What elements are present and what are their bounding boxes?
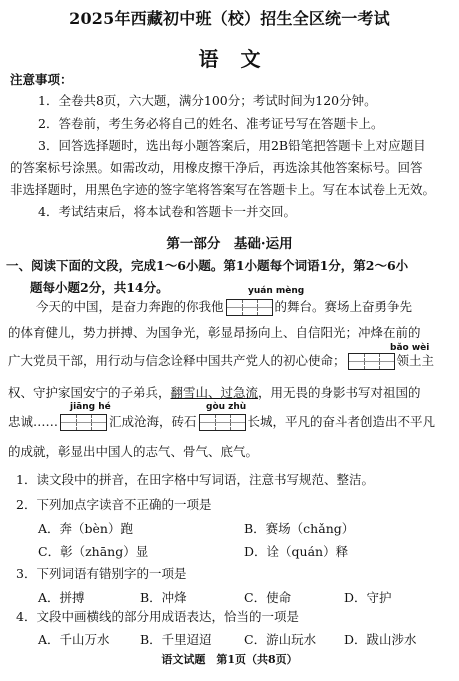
q2-option-a[interactable]: A．奔（bèn）跑 [38,521,133,536]
notice-item-3-cont-2: 非选择题时，用黑色字迹的签字笔将答案写在答题卡上。写在本试卷上无效。 [10,182,436,197]
pinyin-1: yuán mèng [248,286,305,296]
page-footer: 语文试题 第1页（共8页） [161,653,298,666]
passage-text: 今天的中国，是奋力奔跑的你我他 [36,299,224,314]
passage-line-4 [8,385,421,401]
passage-text: 广大党员干部，用行动与信念诠释中国共产党人的初心使命； [8,353,346,368]
pinyin-3: jiāng hé [70,402,111,412]
question-2-stem: 2．下列加点字读音不正确的一项是 [16,497,212,512]
passage-text: 汇成沧海，砖石 [109,414,197,429]
q3-option-c[interactable]: C．使命 [244,590,292,605]
exam-title: 2025年西藏初中班（校）招生全区统一考试 [69,9,390,28]
section-heading-1: 一、阅读下面的文段，完成1～6小题。第1小题每个词语1分，第2～6小 [6,258,409,273]
passage-line-3 [8,353,434,370]
q2-option-b[interactable]: B．赛场（chǎng） [244,521,355,536]
q2-option-c[interactable]: C．彰（zhāng）显 [38,544,149,559]
tianzige-grid-2[interactable] [348,353,395,370]
q4-option-c[interactable]: C．游山玩水 [244,632,317,647]
passage-text: ，用无畏的身影书写对祖国的 [258,385,421,400]
q4-option-a[interactable]: A．千山万水 [38,632,110,647]
notice-item-1: 1．全卷共8页，六大题，满分100分；考试时间为120分钟。 [38,93,377,108]
passage-line-1 [36,299,412,316]
passage-line-6: 的成就，彰显出中国人的志气、骨气、底气。 [8,444,259,459]
q4-option-b[interactable]: B．千里迢迢 [140,632,212,647]
question-1-stem: 1．读文段中的拼音，在田字格中写词语，注意书写规范、整洁。 [16,472,374,487]
q3-option-d[interactable]: D．守护 [344,590,392,605]
notice-item-2: 2．答卷前，考生务必将自己的姓名、准考证号写在答题卡上。 [38,116,384,131]
passage-text: 的舞台。赛场上奋勇争先 [274,299,413,314]
q4-option-d[interactable]: D．跋山涉水 [344,632,417,647]
subject-title: 语文 [198,47,283,71]
tianzige-grid-4[interactable] [199,414,246,431]
q3-option-a[interactable]: A．拼搏 [38,590,85,605]
part-title: 第一部分 基础·运用 [166,236,293,252]
pinyin-4: gòu zhù [206,402,247,412]
notice-heading: 注意事项： [10,72,73,87]
notice-item-3-cont-1: 的答案标号涂黑。如需改动，用橡皮擦干净后，再选涂其他答案标号。回答 [10,160,423,175]
passage-line-5 [8,414,435,431]
notice-item-3: 3．回答选择题时，选出每小题答案后，用2B铅笔把答题卡上对应题目 [38,138,426,153]
question-3-stem: 3．下列词语有错别字的一项是 [16,566,187,581]
notice-item-4: 4．考试结束后，将本试卷和答题卡一并交回。 [38,204,296,219]
tianzige-grid-3[interactable] [60,414,107,431]
passage-text: 领土主 [396,353,435,368]
passage-line-2: 的体育健儿，势力拼搏、为国争光，彰显昂扬向上、自信阳光；冲烽在前的 [8,325,421,340]
passage-text: 权、守护家国安宁的子弟兵， [8,385,171,400]
passage-text: 忠诚…… [8,414,59,429]
tianzige-grid-1[interactable] [226,299,273,316]
pinyin-2: bǎo wèi [390,343,430,353]
q2-option-d[interactable]: D．诠（quán）释 [244,544,349,559]
passage-text: 长城，平凡的奋斗者创造出不平凡 [247,414,436,429]
underlined-phrase: 翻雪山、过急流 [170,385,259,400]
question-4-stem: 4．文段中画横线的部分用成语表达，恰当的一项是 [16,609,299,624]
q3-option-b[interactable]: B．冲烽 [140,590,187,605]
section-heading-2: 题每小题2分，共14分。 [30,280,169,295]
